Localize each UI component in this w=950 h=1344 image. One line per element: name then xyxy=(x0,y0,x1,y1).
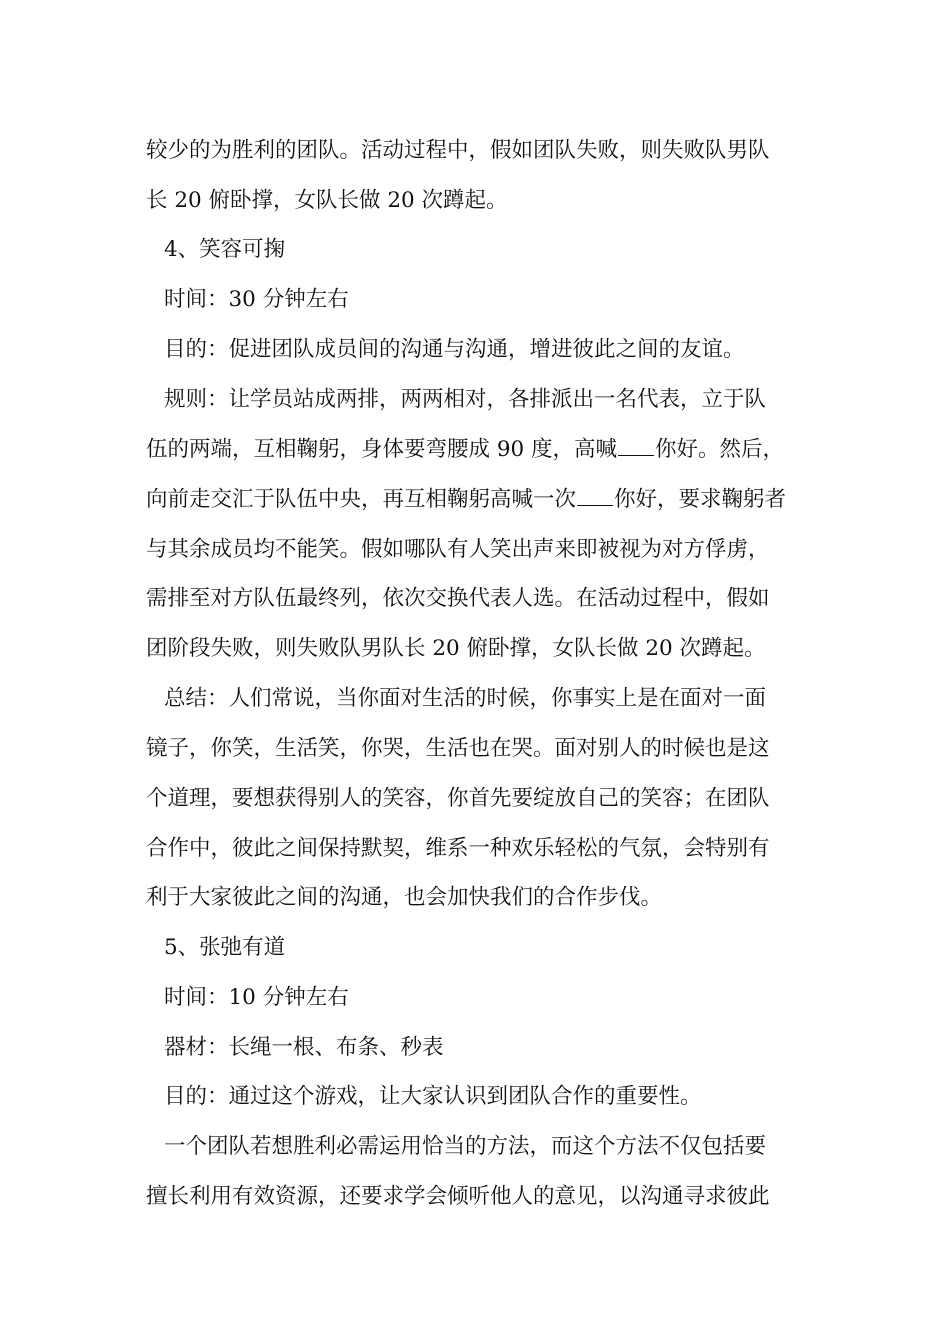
paragraph-line: 需排至对方队伍最终列，依次交换代表人选。在活动过程中，假如 xyxy=(146,586,770,611)
paragraph-line: 规则：让学员站成两排，两两相对，各排派出一名代表，立于队 xyxy=(164,387,767,412)
line-text: 你好。然后， xyxy=(655,437,785,462)
paragraph-line: 长 20 俯卧撑，女队长做 20 次蹲起。 xyxy=(146,188,508,213)
paragraph-line: 个道理，要想获得别人的笑容，你首先要绽放自己的笑容；在团队 xyxy=(146,786,770,811)
paragraph-line: 一个团队若想胜利必需运用恰当的方法，而这个方法不仅包括要 xyxy=(164,1134,767,1159)
paragraph-line: 与其余成员均不能笑。假如哪队有人笑出声来即被视为对方俘虏， xyxy=(146,537,770,562)
paragraph-line: 擅长利用有效资源，还要求学会倾听他人的意见，以沟通寻求彼此 xyxy=(146,1184,770,1209)
line-text: 你好，要求鞠躬者 xyxy=(614,487,787,512)
line-text: 向前走交汇于队伍中央，再互相鞠躬高喊一次 xyxy=(146,487,577,512)
paragraph-line: 时间：30 分钟左右 xyxy=(164,287,349,312)
paragraph-line: 总结：人们常说，当你面对生活的时候，你事实上是在面对一面 xyxy=(164,686,767,711)
blank-underline xyxy=(577,504,613,506)
paragraph-line: 器材：长绳一根、布条、秒表 xyxy=(164,1035,444,1060)
paragraph-line: 镜子，你笑，生活笑，你哭，生活也在哭。面对别人的时候也是这 xyxy=(146,736,770,761)
paragraph-line xyxy=(146,435,816,465)
line-text: 伍的两端，互相鞠躬，身体要弯腰成 90 度，高喊 xyxy=(146,437,618,462)
section-heading: 5、张弛有道 xyxy=(164,935,286,960)
paragraph-line: 较少的为胜利的团队。活动过程中，假如团队失败，则失败队男队 xyxy=(146,138,770,163)
paragraph-line xyxy=(146,485,816,515)
paragraph-line: 时间：10 分钟左右 xyxy=(164,985,349,1010)
paragraph-line: 合作中，彼此之间保持默契，维系一种欢乐轻松的气氛，会特别有 xyxy=(146,836,770,861)
blank-underline xyxy=(618,454,654,456)
paragraph-line: 目的：促进团队成员间的沟通与沟通，增进彼此之间的友谊。 xyxy=(164,337,745,362)
paragraph-line: 目的：通过这个游戏，让大家认识到团队合作的重要性。 xyxy=(164,1084,702,1109)
paragraph-line: 团阶段失败，则失败队男队长 20 俯卧撑，女队长做 20 次蹲起。 xyxy=(146,636,766,661)
paragraph-line: 利于大家彼此之间的沟通，也会加快我们的合作步伐。 xyxy=(146,885,663,910)
section-heading: 4、笑容可掬 xyxy=(164,237,286,262)
